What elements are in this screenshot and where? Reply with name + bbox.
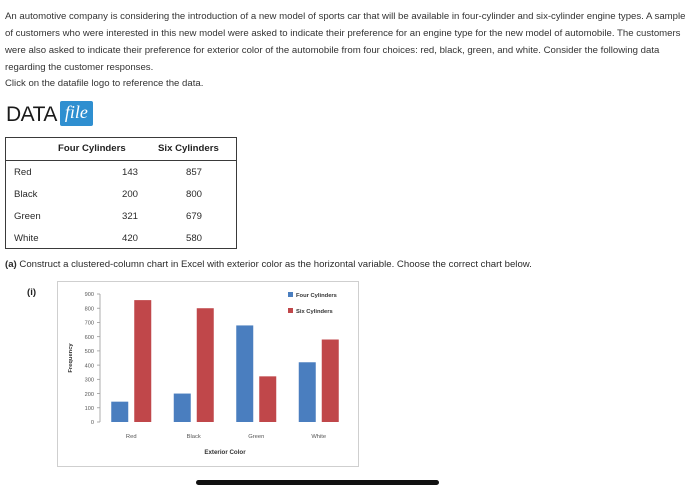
y-tick-label: 800 — [84, 306, 94, 313]
y-tick-label: 200 — [84, 391, 94, 398]
bar-four-cylinders-red — [111, 402, 128, 422]
table-cell-six: 679 — [185, 211, 202, 222]
legend-label: Six Cylinders — [296, 309, 333, 315]
home-indicator[interactable] — [196, 480, 439, 485]
x-tick-label: White — [311, 434, 327, 440]
table-cell-color: Green — [14, 211, 41, 222]
bar-six-cylinders-black — [197, 308, 214, 422]
y-tick-label: 500 — [84, 349, 94, 356]
datafile-logo-word: DATA — [6, 103, 57, 126]
table-row — [6, 184, 236, 206]
datafile-hint: Click on the datafile logo to reference the data. — [5, 78, 204, 89]
table-cell-four: 143 — [121, 167, 138, 178]
table-cell-six: 857 — [185, 167, 202, 178]
y-tick-label: 600 — [84, 334, 94, 341]
table-header-four-cylinders: Four Cylinders — [58, 143, 126, 154]
x-axis-title: Exterior Color — [204, 449, 246, 456]
x-tick-label: Black — [186, 434, 201, 440]
y-tick-label: 700 — [84, 320, 94, 327]
bar-six-cylinders-red — [134, 300, 151, 422]
datafile-logo[interactable] — [6, 100, 93, 126]
question-body: Construct a clustered-column chart in Excel with exterior color as the horizontal variable. Choose the correct chart below. — [19, 259, 532, 270]
table-header-divider — [6, 160, 236, 161]
option-label[interactable]: (i) — [27, 287, 37, 298]
bar-four-cylinders-white — [299, 362, 316, 422]
y-axis-title: Frequency — [68, 343, 74, 373]
bar-six-cylinders-white — [322, 340, 339, 422]
clustered-column-chart[interactable] — [57, 281, 359, 467]
y-tick-label: 0 — [90, 420, 94, 427]
table-cell-six: 580 — [185, 233, 202, 244]
question-text — [5, 259, 532, 270]
y-tick-label: 300 — [84, 377, 94, 384]
table-cell-color: Red — [14, 167, 32, 178]
bar-four-cylinders-green — [236, 325, 253, 422]
y-tick-label: 400 — [84, 363, 94, 370]
table-cell-six: 800 — [185, 189, 202, 200]
x-tick-label: Green — [248, 434, 265, 440]
bar-four-cylinders-black — [174, 394, 191, 422]
bar-six-cylinders-green — [259, 376, 276, 422]
legend-label: Four Cylinders — [296, 293, 337, 299]
table-cell-color: White — [14, 233, 39, 244]
data-table — [5, 137, 237, 249]
table-row — [6, 228, 236, 250]
table-header-row — [6, 138, 236, 160]
y-tick-label: 100 — [84, 405, 94, 412]
x-tick-label: Red — [125, 434, 137, 440]
legend-swatch — [288, 292, 293, 297]
table-cell-four: 321 — [121, 211, 138, 222]
question-part-label: (a) — [5, 259, 17, 270]
table-row — [6, 206, 236, 228]
datafile-logo-badge: file — [60, 101, 93, 126]
table-header-six-cylinders: Six Cylinders — [158, 143, 219, 154]
table-cell-four: 420 — [121, 233, 138, 244]
chart-svg — [58, 282, 358, 466]
table-row — [6, 162, 236, 184]
legend-swatch — [288, 308, 293, 313]
problem-intro: An automotive company is considering the introduction of a new model of sports car that will be available in four-cylinder and six-cylinder engine types. A sample of customers who were interested in this new model were asked to indicate their preference for an engine type for the new model of automobile. The customers were also asked to indicate their preference for exterior color of the automobile from four choices: red, black, green, and white. Consider the following data regarding the customer responses. — [5, 11, 686, 73]
y-tick-label: 900 — [84, 292, 94, 299]
table-cell-four: 200 — [121, 189, 138, 200]
table-cell-color: Black — [14, 189, 38, 200]
